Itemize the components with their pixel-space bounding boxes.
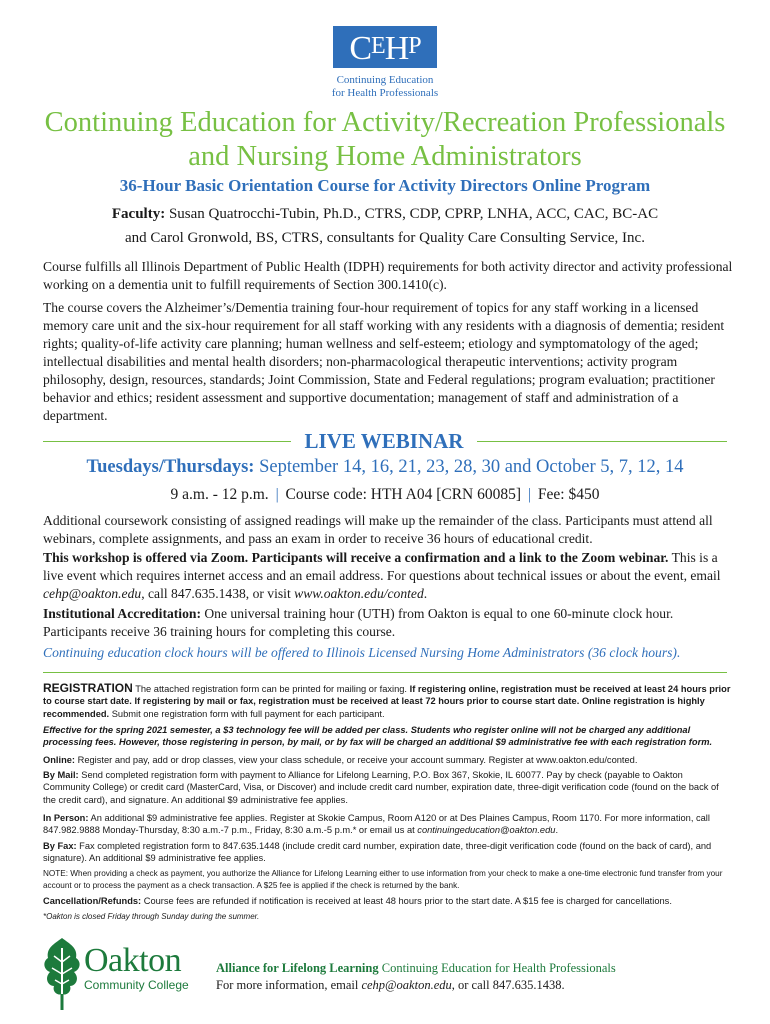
faculty-line2: and Carol Gronwold, BS, CTRS, consultants for Quality Care Consulting Service, Inc. <box>125 230 645 246</box>
course-code: Course code: HTH A04 [CRN 60085] <box>285 486 522 503</box>
zoom-text-3: . <box>423 586 428 601</box>
faculty-names: Susan Quatrocchi-Tubin, Ph.D., CTRS, CDP, CPRP, LNHA, ACC, CAC, BC-AC <box>165 206 659 222</box>
oakton-logo <box>40 934 205 1014</box>
conted-website-link[interactable]: www.oakton.edu/conted <box>294 586 424 601</box>
registration-heading: REGISTRATION <box>43 681 133 695</box>
nursing-admin-note: Continuing education clock hours will be offered to Illinois Licensed Nursing Home Administrators (36 clock hours). <box>43 645 681 660</box>
check-payment-note: NOTE: When providing a check as payment, you authorize the Alliance for Lifelong Learning either to use information from your check to make a one-time electronic fund transfer from your account or to process the payment as a check transaction. A $25 fee is applied if the check is returned by the bank. <box>43 869 723 890</box>
cehp-logo-line2: for Health Professionals <box>331 87 439 99</box>
course-time: 9 a.m. - 12 p.m. <box>170 486 269 503</box>
registration-tail: Submit one registration form with full payment for each participant. <box>109 708 385 719</box>
dates-list: September 14, 16, 21, 23, 28, 30 and October 5, 7, 12, 14 <box>254 457 684 477</box>
cehp-logo-mark <box>333 20 437 72</box>
online-label: Online: <box>43 755 76 765</box>
in-person-registration <box>43 812 731 837</box>
fax-text: Fax completed registration form to 847.635.1448 (include credit card number, expiration date, three-digit verification code (found on the back of card), and signature). An additional $9 administrative fee applies. <box>43 841 712 864</box>
cancellation-label: Cancellation/Refunds: <box>43 896 142 906</box>
accreditation-paragraph <box>43 605 733 641</box>
session-dates <box>20 455 750 479</box>
faculty-block <box>30 202 740 250</box>
mail-label: By Mail: <box>43 770 79 780</box>
faculty-label: Faculty: <box>111 206 166 222</box>
zoom-paragraph <box>43 549 733 603</box>
cehp-logo <box>330 20 440 100</box>
fax-registration <box>43 840 731 865</box>
accreditation-label: Institutional Accreditation: <box>43 606 201 621</box>
oakton-subtitle: Community College <box>84 978 189 992</box>
footer-text: For more information, email <box>216 978 362 992</box>
fax-label: By Fax: <box>43 841 77 851</box>
contact-email-link[interactable]: cehp@oakton.edu <box>43 586 142 601</box>
program-subtitle: 36-Hour Basic Orientation Course for Activity Directors Online Program <box>119 176 651 195</box>
accreditation-text: One universal training hour (UTH) from Oakton is equal to one 60-minute clock hour. Participants receive 36 training hours for completing this course. <box>43 606 674 639</box>
course-info-line <box>20 484 750 506</box>
cehp-logo-line1: Continuing Education <box>336 74 434 86</box>
ce-email-link[interactable]: continuingeducation@oakton.edu <box>417 825 556 836</box>
zoom-notice: This workshop is offered via Zoom. Participants will receive a confirmation and a link to the Zoom webinar. <box>43 550 669 565</box>
cehp-logo-caption <box>330 74 440 100</box>
program-name: Continuing Education for Health Professionals <box>378 961 616 975</box>
footer-contact <box>216 960 736 994</box>
page-title <box>20 106 750 174</box>
divider-left <box>43 441 291 442</box>
course-topics-paragraph: The course covers the Alzheimer’s/Dementia training four-hour requirement of topics for any staff working in a licensed memory care unit and the six-hour requirement for all staff working with any residents with a diagnosis of dementia; resident rights; quality-of-life activity care planning; human wellness and self-esteem; etiology and symptomatology of the aged; intellectual disabilities and mental health disorders; non-pharmacological therapeutic interventions; activity program philosophy, design, resources, standards; Joint Commission, State and Federal regulations; program evaluation; practitioner behavior and ethics; resident assessment and supportive documentation; management of staff and administration of a department. <box>43 300 725 423</box>
footer-line1 <box>216 960 736 977</box>
footer-line2 <box>216 977 736 994</box>
online-text: Register and pay, add or drop classes, view your class schedule, or receive your account summary. Register at www.oakton.edu/conted. <box>75 755 638 765</box>
faculty-line1 <box>30 202 740 226</box>
summer-footnote: *Oakton is closed Friday through Sunday during the summer. <box>43 912 260 921</box>
course-fee: Fee: $450 <box>537 486 600 503</box>
divider-right <box>477 441 727 442</box>
online-registration <box>43 754 731 766</box>
in-person-label: In Person: <box>43 813 89 823</box>
cehp-logo-letters: CEHP <box>349 30 421 67</box>
cancellation-text: Course fees are refunded if notification is received at least 48 hours prior to the start date. A $15 fee is charged for cancellations. <box>141 896 672 906</box>
technology-fee-note: Effective for the spring 2021 semester, a $3 technology fee will be added per class. Students who register online will not be charged any additional processing fees. However, those registering in person, by mail, or by fax will be charged an additional $9 administrative fee with each registration form. <box>43 725 713 748</box>
idph-paragraph: Course fulfills all Illinois Department of Public Health (IDPH) requirements for both activity director and activity professional working on a dementia unit to fulfill requirements of Section 300.1410(c). <box>43 259 733 292</box>
live-webinar-heading <box>43 427 727 455</box>
cancellation-policy <box>43 895 731 907</box>
title-line1: Continuing Education for Activity/Recreation Professionals <box>44 107 726 138</box>
separator: | <box>527 486 532 503</box>
registration-text: The attached registration form can be printed for mailing or faxing. <box>132 684 410 694</box>
registration-intro <box>43 682 731 720</box>
dates-label: Tuesdays/Thursdays: <box>86 457 255 477</box>
in-person-text: An additional $9 administrative fee applies. Register at Skokie Campus, Room A120 or at Des Plaines Campus, Room 1170. For more information, call 847.982.9888 Monday-Thursday, 8:30 a.m.-7 p.m., Friday, 8:30 a.m.-5 p.m.* or email us at <box>43 813 710 836</box>
footer-email-link[interactable]: cehp@oakton.edu <box>361 978 452 992</box>
separator: | <box>275 486 279 503</box>
oakton-wordmark: Oakton <box>84 942 182 979</box>
mail-text: Send completed registration form with payment to Alliance for Lifelong Learning, P.O. Box 367, Skokie, IL 60077. Pay by check (payable to Oakton Community College) or credit card (MasterCard, Visa, or Discover) and include credit card number, expiration date, three-digit verification code (found on the back of the credit card), and signature. An additional $9 administrative fee applies. <box>43 770 719 805</box>
registration-deadline: If registering online, registration must be received at least 24 hours prior to course start date. If registering by mail or fax, registration must be received at least 72 hours prior to course start date. Online registration is highly recommended. <box>43 684 731 719</box>
live-webinar-label: LIVE WEBINAR <box>304 429 464 453</box>
oak-leaf-icon <box>40 934 84 1014</box>
registration-divider <box>43 672 727 673</box>
mail-registration <box>43 769 731 806</box>
footer-phone: , or call 847.635.1438. <box>451 978 565 992</box>
zoom-text-2: , call 847.635.1438, or visit <box>141 586 295 601</box>
coursework-paragraph: Additional coursework consisting of assigned readings will make up the remainder of the class. Participants must attend all webinars, complete assignments, and pass an exam in order to receive 36 hours of educational credit. <box>43 513 713 546</box>
alliance-name: Alliance for Lifelong Learning <box>216 961 379 975</box>
in-person-end: . <box>555 825 559 836</box>
title-line2: and Nursing Home Administrators <box>188 141 582 172</box>
zoom-text: This is a live event which requires internet access and an email address. For questions about technical issues or about the event, email <box>43 550 721 583</box>
